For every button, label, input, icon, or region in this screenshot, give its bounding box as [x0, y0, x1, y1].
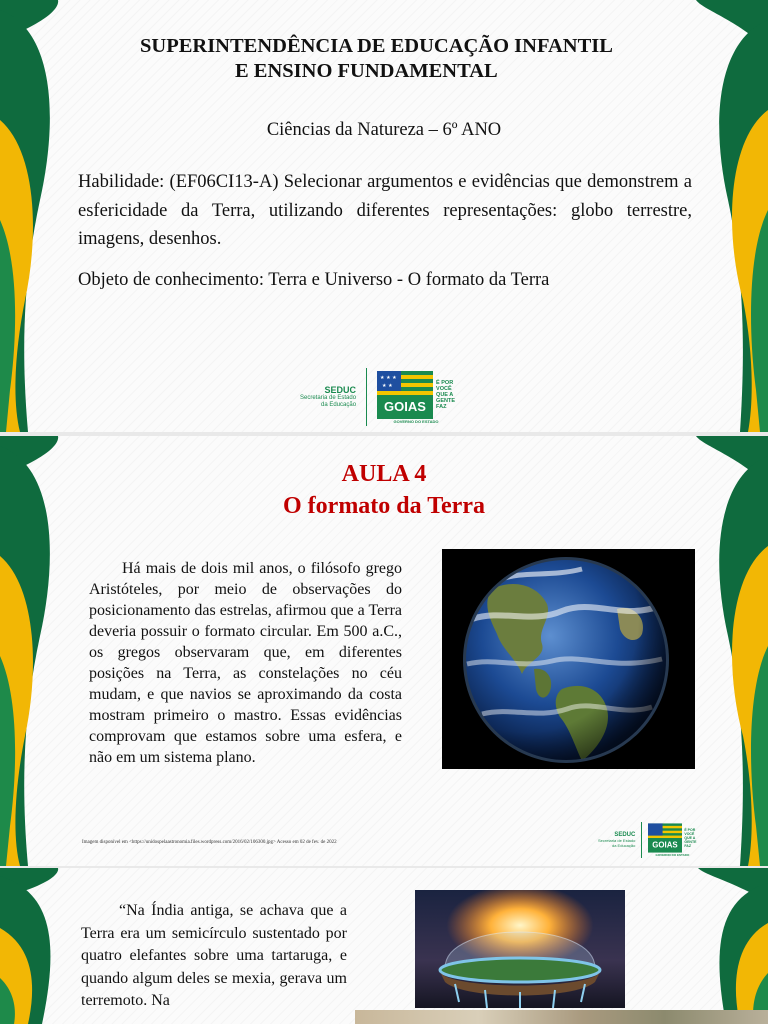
government-label: GOVERNO DO ESTADO: [393, 418, 439, 424]
tagline-3: QUE A: [436, 391, 454, 398]
lesson-number: AULA 4: [341, 461, 427, 487]
ancient-india-text: “Na Índia antiga, se achava que a Terra era um semicírculo sustentado por quatro elefantes sobre uma tartaruga, e quando algum deles se mexia, gerava um terremoto. Na: [81, 902, 347, 1009]
tagline-1: É POR: [684, 828, 696, 832]
tagline-3: QUE A: [684, 836, 696, 840]
flat-earth-illustration-icon: [415, 890, 625, 1008]
tagline-5: FAZ: [436, 403, 447, 410]
title-line-1: SUPERINTENDÊNCIA DE EDUCAÇÃO INFANTIL: [140, 35, 613, 57]
page-title: [140, 34, 680, 84]
lesson-body: Há mais de dois mil anos, o filósofo grego Aristóteles, por meio de observações do posicionamento das estrelas, afirmou que a Terra deveria possuir o formato circular. Em 500 a.C., os gregos observaram que, em diferentes posições na Terra, as constelações no céu mudam, e que navios se aproximando da costa mostram primeiro o mastro. Essas evidências comprovam que estamos sobre uma esfera, e não em um sistema plano.: [89, 560, 402, 766]
logo-divider: [366, 368, 367, 426]
lesson-title: [0, 458, 768, 522]
left-decoration: [0, 0, 80, 432]
seduc-subtitle-1: Secretaria de Estado: [300, 395, 357, 401]
tagline-5: FAZ: [684, 844, 691, 848]
seduc-goias-logo: [300, 366, 455, 428]
goias-flag-icon: [377, 371, 433, 419]
goias-logo: [648, 823, 696, 857]
seduc-subtitle-1: Secretaria de Estado: [598, 838, 636, 843]
svg-text:★ ★ ★: ★ ★ ★: [380, 374, 397, 381]
goias-wordmark: GOIAS: [652, 840, 679, 850]
seduc-name: SEDUC: [324, 385, 357, 395]
seduc-logo: [300, 385, 356, 409]
tagline-4: GENTE: [684, 840, 697, 844]
image-credit: Imagem disponível em <https://unidospelaastronomia.files.wordpress.com/2016/02/106300.jpg> Acesso em 02 de fev. de 2022: [82, 840, 337, 845]
title-line-2: E ENSINO FUNDAMENTAL: [235, 60, 498, 82]
slide-lesson-4: [0, 436, 768, 866]
seduc-subtitle-2: da Educação: [612, 843, 636, 848]
landscape-image: [355, 1010, 768, 1024]
seduc-goias-logo: [598, 820, 696, 860]
goias-flag-icon: [648, 823, 682, 853]
subject-heading: Ciências da Natureza – 6º ANO: [266, 120, 502, 140]
seduc-subtitle-2: da Educação: [321, 402, 357, 408]
svg-text:★ ★: ★ ★: [382, 382, 393, 389]
slide-ancient-india: [0, 868, 768, 1024]
goias-tagline: [436, 380, 455, 410]
government-label: GOVERNO DO ESTADO: [655, 853, 690, 857]
goias-wordmark: GOIAS: [384, 398, 426, 414]
lesson-topic: O formato da Terra: [283, 493, 485, 519]
flat-earth-image: [415, 890, 625, 1008]
seduc-name: SEDUC: [614, 832, 636, 838]
left-decoration: [0, 868, 80, 1024]
tagline-2: VOCÊ: [684, 832, 695, 836]
goias-tagline: [684, 828, 696, 848]
knowledge-object: Objeto de conhecimento: Terra e Universo - O formato da Terra: [78, 270, 550, 290]
skill-paragraph: Habilidade: (EF06CI13-A) Selecionar argumentos e evidências que demonstrem a esfericidade da Terra, utilizando diferentes representações: globo terrestre, imagens, desenhos.: [78, 172, 692, 249]
goias-logo: [377, 371, 455, 424]
logo-divider: [641, 822, 642, 858]
tagline-4: GENTE: [436, 397, 455, 404]
slide-cover: [0, 0, 768, 432]
right-decoration: [688, 868, 768, 1024]
tagline-2: VOCÊ: [436, 385, 452, 392]
tagline-1: É POR: [436, 379, 454, 386]
earth-globe-icon: [442, 549, 695, 769]
seduc-logo: [598, 832, 635, 848]
earth-image: [442, 549, 695, 769]
right-decoration: [688, 0, 768, 432]
